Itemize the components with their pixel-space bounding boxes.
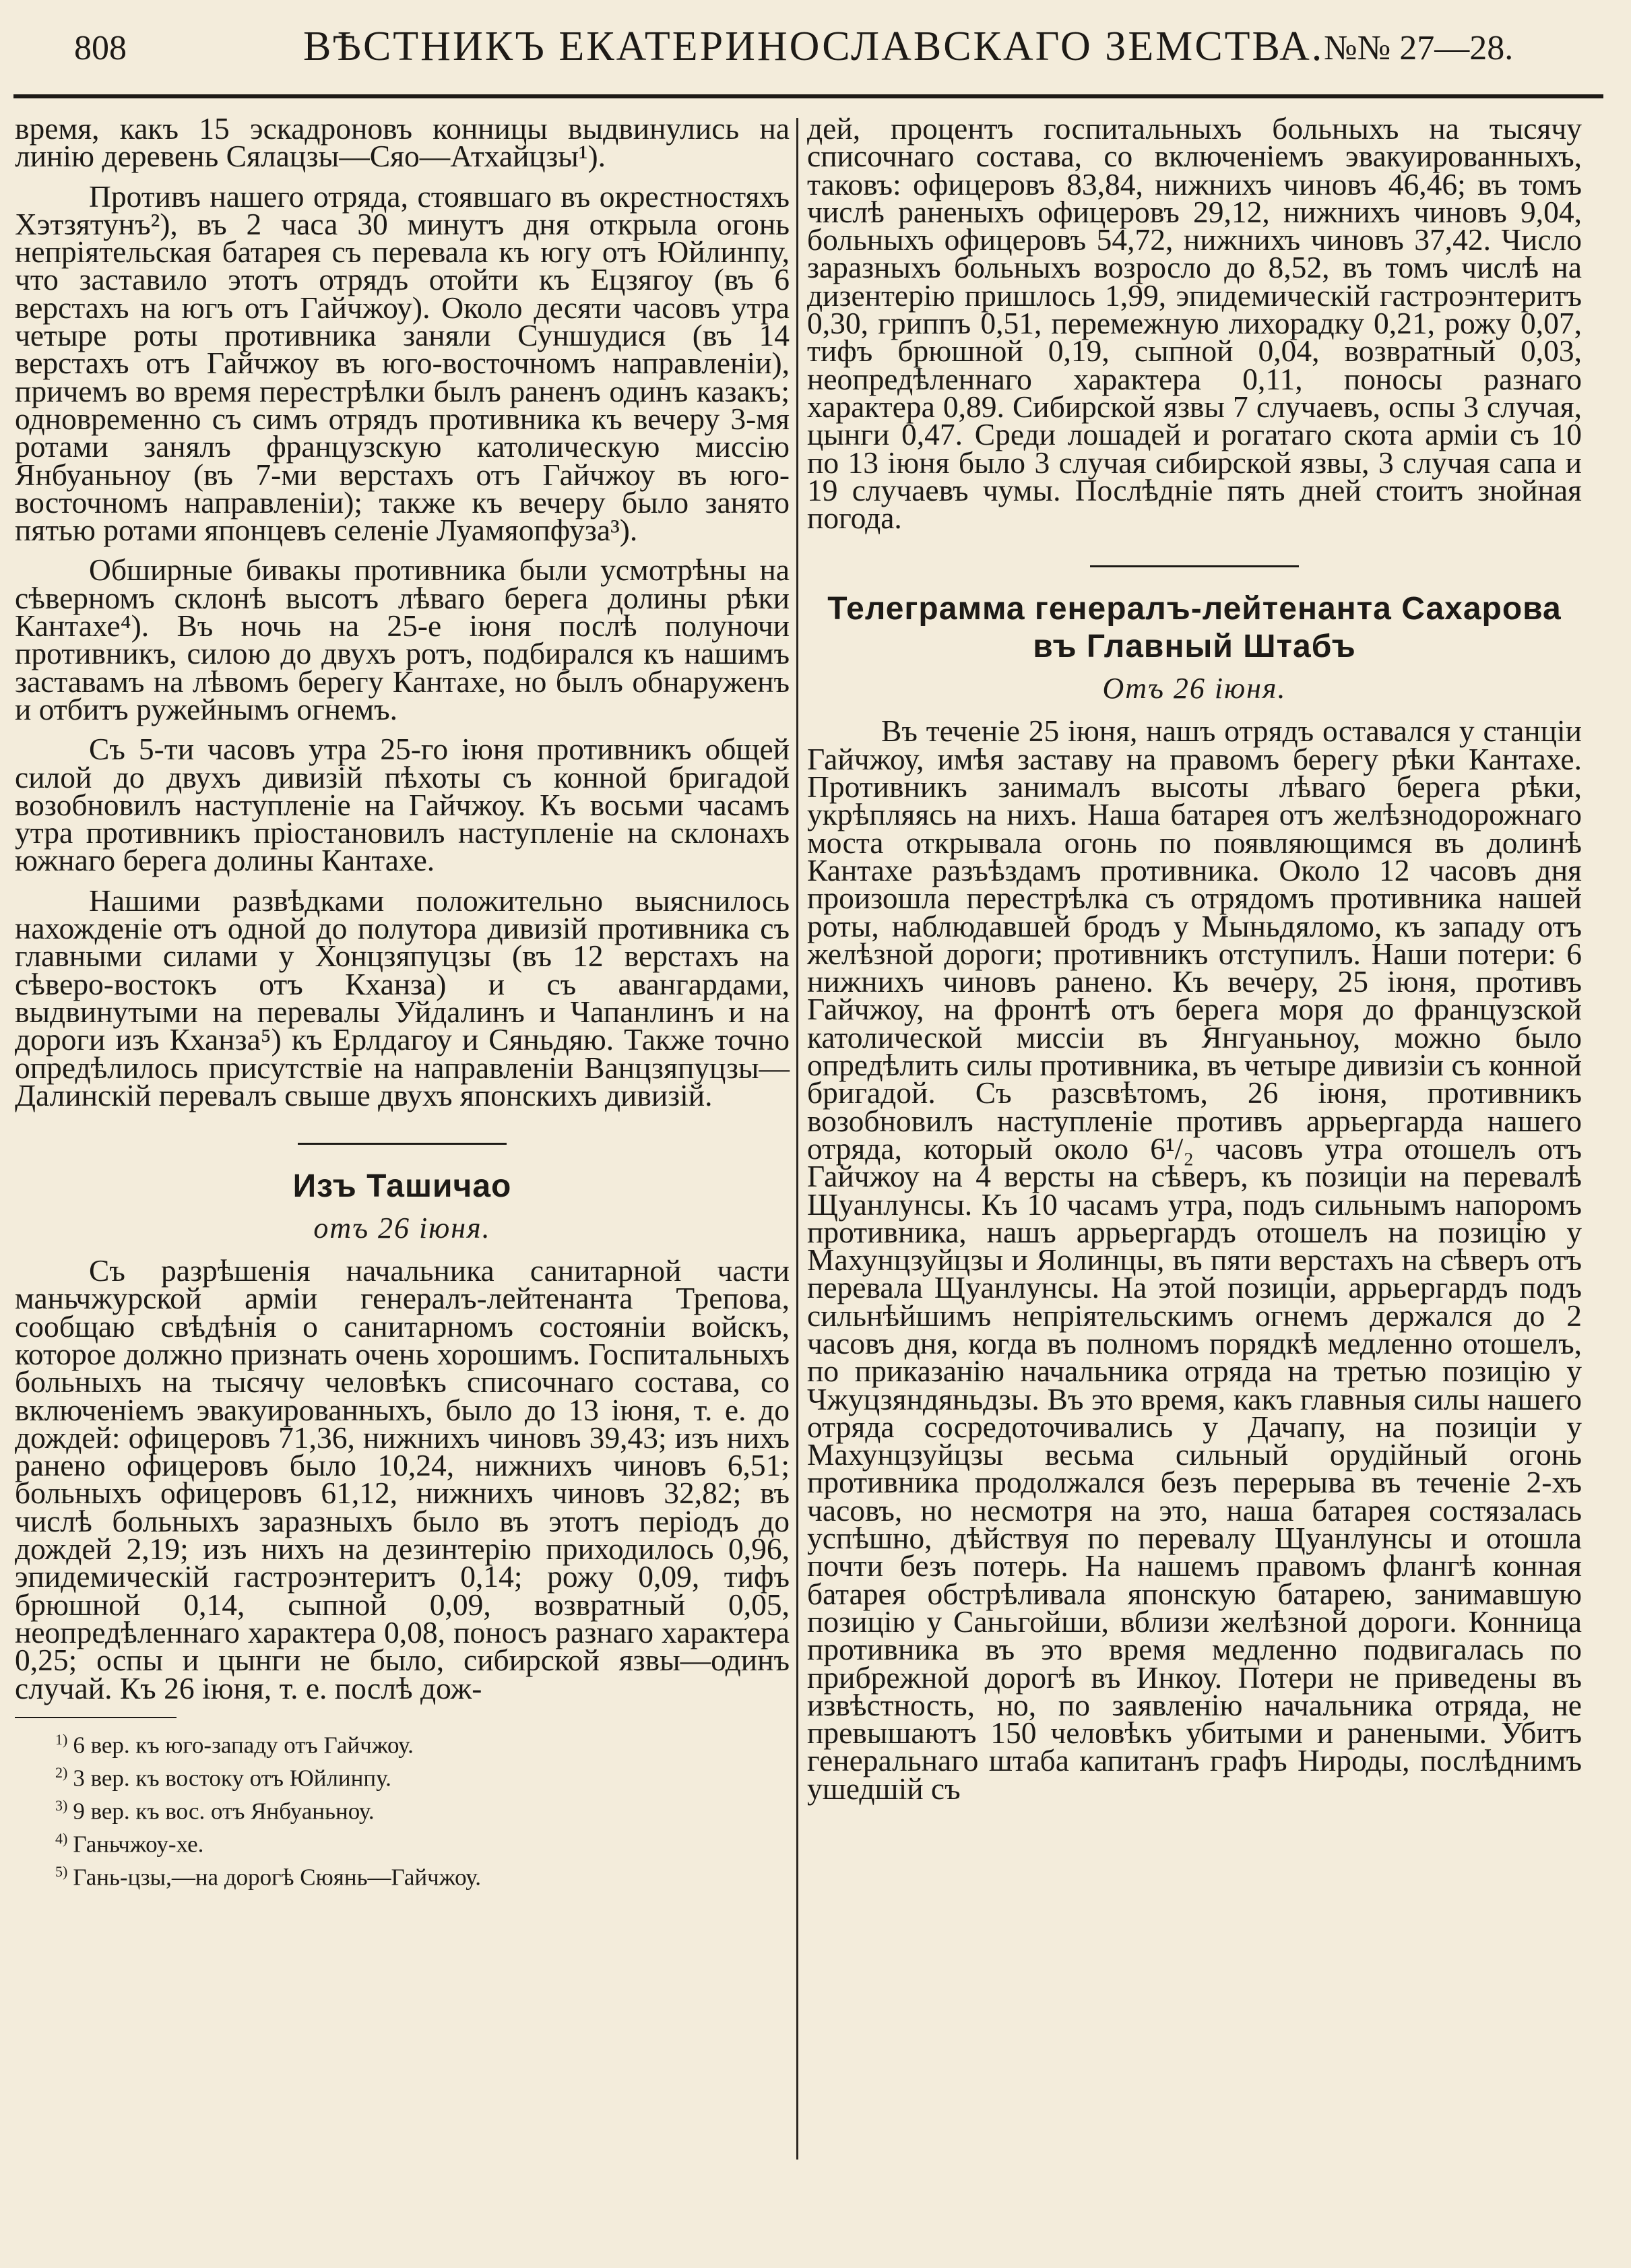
paragraph: Нашими развѣдками положительно выяснилось нахожденіе отъ одной до полутора дивизій противника съ главными силами у Хонцзяпуцзы (въ 12 верстахъ на сѣверо-востокъ отъ Кханза) и съ авангардами, выдвинутыми на перевалы Уйдалинъ и Чапанлинъ и на дороги изъ Кханза⁵) къ Ерлдагоу и Сяньдяю. Также точно опредѣлилось присутствіе на направленіи Ванцзяпуцзы—Далинскій перевалъ свыше двухъ японскихъ дивизій. [15,883,790,1112]
section-date: отъ 26 іюня. [313,1211,491,1245]
footnote: $^{3)}$ 9 вер. къ вос. отъ Янбуаньноу. [55,1797,375,1825]
paragraph: Противъ нашего отряда, стоявшаго въ окрестностяхъ Хэтзятунъ²), въ 2 часа 30 минутъ дня открыла огонь непріятельская батарея съ перевала къ югу отъ Юйлинпу, что заставило этотъ отрядъ отойти къ Ецзягоу (въ 6 верстахъ на югъ отъ Гайчжоу). Около десяти часовъ утра четыре роты противника заняли Суншудися (въ 14 верстахъ отъ Гайчжоу въ юго-восточномъ направленіи), причемъ во время перестрѣлки былъ раненъ одинъ казакъ; одновременно съ симъ отрядъ противника къ вечеру 3-мя ротами занялъ французскую католическую миссію Янбуаньноу (въ 7-ми верстахъ отъ Гайчжоу въ юго-восточномъ направленіи); также къ вечеру было занято пятью ротами японцевъ селеніе Луамяопфуза³). [15,179,790,548]
column-divider [796,118,798,2160]
right-column [807,111,1582,1806]
paragraph: Съ 5-ти часовъ утра 25-го іюня противникъ общей силой до двухъ дивизій пѣхоты съ конной бригадой возобновилъ наступленіе на Гайчжоу. Къ восьми часамъ утра противникъ пріостановилъ наступленіе на склонахъ южнаго берега долины Кантахе. [15,732,790,878]
footnote: $^{5)}$ Гань-цзы,—на дорогѣ Сюянь—Гайчжоу. [55,1863,481,1891]
page-number: 808 [74,29,127,67]
issue-number: №№ 27—28. [1324,29,1514,67]
footnote-rule [15,1717,177,1718]
section-title: Изъ Ташичао [292,1168,512,1205]
page-header [0,0,1631,94]
telegram-date: Отъ 26 іюня. [1102,672,1287,705]
paragraph: время, какъ 15 эскадроновъ конницы выдвинулись на линію деревень Сялацзы—Сяо—Атхайцзы¹). [15,111,790,174]
paragraph: дей, процентъ госпитальныхъ больныхъ на тысячу списочнаго состава, со включеніемъ эвакуированныхъ, таковъ: офицеровъ 83,84, нижнихъ чиновъ 46,46; въ томъ числѣ раненыхъ офицеровъ 29,12, нижнихъ чиновъ 9,04, больныхъ офицеровъ 54,72, нижнихъ чиновъ 37,42. Число заразныхъ больныхъ возросло до 8,52, въ томъ числѣ на дизентерію пришлось 1,99, эпидемическій гастроэнтеритъ 0,30, гриппъ 0,51, перемежную лихорадку 0,21, рожу 0,07, тифъ брюшной 0,19, сыпной 0,04, возвратный 0,03, неопредѣленнаго характера 0,11, поносы разнаго характера 0,89. Сибирской язвы 7 случаевъ, оспы 3 случая, цынги 0,47. Среди лошадей и рогатаго скота арміи съ 10 по 13 іюня было 3 случая сибирской язвы, 3 случая сапа и 19 случаевъ чумы. Послѣдніе пять дней стоитъ знойная погода. [807,111,1582,536]
paragraph: Обширные бивакы противника были усмотрѣны на сѣверномъ склонѣ высотъ лѣваго берега долины рѣки Кантахе⁴). Въ ночь на 25-е іюня послѣ полуночи противникъ, силою до двухъ ротъ, подбирался къ нашимъ заставамъ на лѣвомъ берегу Кантахе, но былъ обнаруженъ и отбитъ ружейнымъ огнемъ. [15,553,790,726]
paragraph: Въ теченіе 25 іюня, нашъ отрядъ оставался у станціи Гайчжоу, имѣя заставу на правомъ берегу рѣки Кантахе. Противникъ занималъ высоты лѣваго берега рѣки, укрѣпляясь на нихъ. Наша батарея отъ желѣзнодорожнаго моста открывала огонь по появляющимся въ долинѣ Кантахе разъѣздамъ противника. Около 12 часовъ дня произошла перестрѣлка съ отрядомъ противника нашей роты, наблюдавшей бродъ у Мыньдяломо, къ западу отъ желѣзной дороги; противникъ отступилъ. Наши потери: 6 нижнихъ чиновъ ранено. Къ вечеру, 25 іюня, противъ Гайчжоу, на фронтѣ отъ берега моря до французской католической миссіи въ Янгуаньноу, можно было опредѣлить силы противника, въ четыре дивизіи съ конной бригадой. Съ разсвѣтомъ, 26 іюня, противникъ возобновилъ наступленіе противъ аррьергарда нашего отряда, который около 6¹/₂ часовъ утра отошелъ отъ Гайчжоу на 4 версты на сѣверъ, къ позиціи на перевалѣ Щуанлунсы. Къ 10 часамъ утра, подъ сильнымъ напоромъ противника, нашъ аррьергардъ отошелъ на позицію у Махунцзуйцзы и Яолинцы, въ пяти верстахъ на сѣверъ отъ перевала Щуанлунсы. На этой позиціи, аррьергардъ подъ сильнѣйшимъ непріятельскимъ огнемъ держался до 2 часовъ дня, когда въ полномъ порядкѣ медленно отошелъ, по приказанію начальника отряда на третью позицію у Чжуцзяндяньдзы. Въ это время, какъ главныя силы нашего отряда сосредоточивались у Дачапу, на позиціи у Махунцзуйцзы весьма сильный орудійный огонь противника продолжался безъ перерыва въ теченіе 2-хъ часовъ, но несмотря на это, наша батарея состязалась успѣшно, дѣйствуя по перевалу Щуанлунсы и отошла почти безъ потерь. На нашемъ правомъ флангѣ конная батарея обстрѣливала японскую батарею, занимавшую позицію у Саньгойши, вблизи желѣзной дороги. Конница противника въ это время медленно подвигалась по прибрежной дорогѣ въ Инкоу. Потери не приведены въ извѣстность, но, по заявленію начальника отряда, не превышаютъ 150 человѣкъ убитыми и ранеными. Убитъ генеральнаго штаба капитанъ графъ Нироды, послѣднимъ ушедшій съ [807,714,1582,1806]
journal-title: ВѢСТНИКЪ ЕКАТЕРИНОСЛАВСКАГО ЗЕМСТВА. [303,24,1324,69]
paragraph: Съ разрѣшенія начальника санитарной части маньчжурской арміи генералъ-лейтенанта Трепова, сообщаю свѣдѣнія о санитарномъ состояніи войскъ, которое должно признать очень хорошимъ. Госпитальныхъ больныхъ на тысячу человѣкъ списочнаго состава, со включеніемъ эвакуированныхъ, было до 13 іюня, т. е. до дождей: офицеровъ 71,36, нижнихъ чиновъ 39,43; изъ нихъ ранено офицеровъ было 10,24, нижнихъ чиновъ 6,51; больныхъ офицеровъ 61,12, нижнихъ чиновъ 32,82; въ числѣ больныхъ заразныхъ было въ этотъ періодъ до дождей 2,19; изъ нихъ на дезинтерію приходилось 0,96, эпидемическій гастроэнтеритъ 0,14; рожу 0,09, тифъ брюшной 0,14, сыпной 0,09, возвратный 0,05, неопредѣленнаго характера 0,08, поносъ разнаго характера 0,25; оспы и цынги не было, сибирской язвы—одинъ случай. Къ 26 іюня, т. е. послѣ дож- [15,1253,790,1705]
section-separator [298,1143,507,1145]
telegram-title: Телеграмма генералъ-лейтенанта Сахарова въ Главный Штабъ [827,591,1562,665]
footnotes [15,1726,790,1892]
section-separator [1090,565,1299,567]
left-column [15,111,790,1892]
footnote: $^{1)}$ 6 вер. къ юго-западу отъ Гайчжоу. [55,1730,414,1759]
footnote: $^{4)}$ Ганьчжоу-хе. [55,1830,204,1858]
header-rule [13,94,1603,98]
footnote: $^{2)}$ 3 вер. къ востоку отъ Юйлинпу. [55,1764,391,1792]
